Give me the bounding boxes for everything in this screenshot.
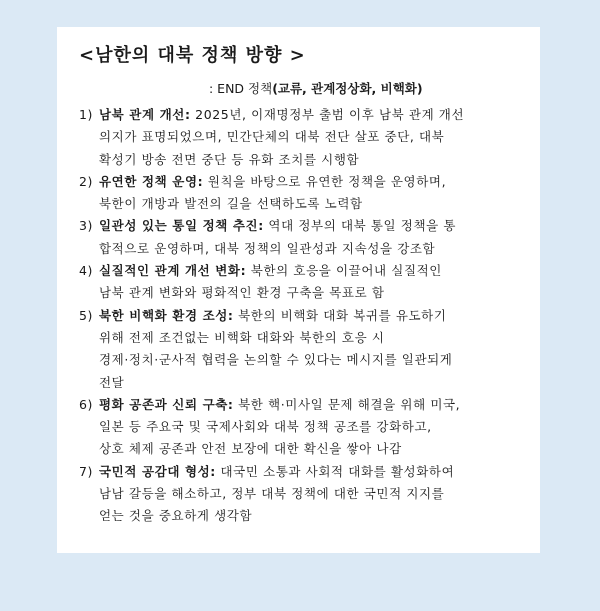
item-line: 남남 갈등을 해소하고, 정부 대북 정책에 대한 국민적 지지를 (99, 486, 445, 502)
item-heading: 북한 비핵화 환경 조성: (99, 307, 234, 323)
policy-list (79, 104, 520, 528)
item-first-line (99, 260, 520, 282)
subtitle-keywords: (교류, 관계정상화, 비핵화) (272, 81, 423, 96)
document-title: <남한의 대북 정책 방향 > (79, 45, 306, 66)
item-first-line (99, 171, 520, 193)
item-first-line (99, 215, 520, 237)
document-subtitle (209, 79, 520, 97)
item-number: 4) (79, 263, 94, 279)
policy-item-6 (79, 394, 520, 461)
item-line: 북한이 개방과 발전의 길을 선택하도록 노력함 (99, 196, 363, 212)
policy-item-4 (79, 260, 520, 305)
item-heading: 실질적인 관계 개선 변화: (99, 263, 247, 279)
item-first-line (99, 394, 520, 416)
item-line: 전달 (99, 374, 125, 390)
item-line: 2025년, 이재명정부 출범 이후 남북 관계 개선 (190, 107, 465, 122)
policy-item-7 (79, 461, 520, 528)
item-line: 위해 전제 조건없는 비핵화 대화와 북한의 호응 시 (99, 329, 385, 345)
policy-item-5 (79, 305, 520, 394)
item-heading: 남북 관계 개선: (99, 107, 191, 122)
item-number: 3) (79, 218, 94, 234)
item-first-line (99, 461, 520, 483)
item-number: 5) (79, 307, 94, 323)
item-line: 얻는 것을 중요하게 생각함 (99, 508, 253, 524)
item-first-line (99, 104, 520, 126)
policy-item-2 (79, 171, 520, 216)
item-line: 의지가 표명되었으며, 민간단체의 대북 전단 살포 중단, 대북 (99, 129, 445, 145)
item-heading: 유연한 정책 운영: (99, 173, 204, 189)
item-line: 확성기 방송 전면 중단 등 유화 조치를 시행함 (99, 151, 360, 167)
item-line: 합적으로 운영하며, 대북 정책의 일관성과 지속성을 강조함 (99, 240, 436, 256)
item-line: 북한 핵·미사일 문제 해결을 위해 미국, (233, 396, 461, 412)
item-line: 상호 체제 공존과 안전 보장에 대한 확신을 쌓아 나감 (99, 441, 402, 457)
item-number: 2) (79, 173, 94, 189)
item-line: 역대 정부의 대북 통일 정책을 통 (263, 218, 457, 234)
item-line: 대국민 소통과 사회적 대화를 활성화하여 (215, 463, 455, 479)
policy-item-1 (79, 104, 520, 171)
item-line: 남북 관계 변화와 평화적인 환경 구축을 목표로 함 (99, 285, 385, 301)
subtitle-prefix: : END 정책 (209, 81, 273, 96)
item-first-line (99, 305, 520, 327)
item-heading: 국민적 공감대 형성: (99, 463, 216, 479)
item-number: 6) (79, 396, 94, 412)
document-card (57, 27, 540, 553)
item-line: 북한의 호응을 이끌어내 실질적인 (246, 263, 442, 279)
item-heading: 평화 공존과 신뢰 구축: (99, 396, 234, 412)
item-number: 7) (79, 463, 94, 479)
item-line: 북한의 비핵화 대화 복귀를 유도하기 (233, 307, 447, 323)
item-number: 1) (79, 107, 94, 122)
item-line: 경제·정치·군사적 협력을 논의할 수 있다는 메시지를 일관되게 (99, 352, 453, 368)
item-line: 일본 등 주요국 및 국제사회와 대북 정책 공조를 강화하고, (99, 419, 432, 435)
policy-item-3 (79, 215, 520, 260)
item-line: 원칙을 바탕으로 유연한 정책을 운영하며, (203, 173, 447, 189)
item-heading: 일관성 있는 통일 정책 추진: (99, 218, 264, 234)
